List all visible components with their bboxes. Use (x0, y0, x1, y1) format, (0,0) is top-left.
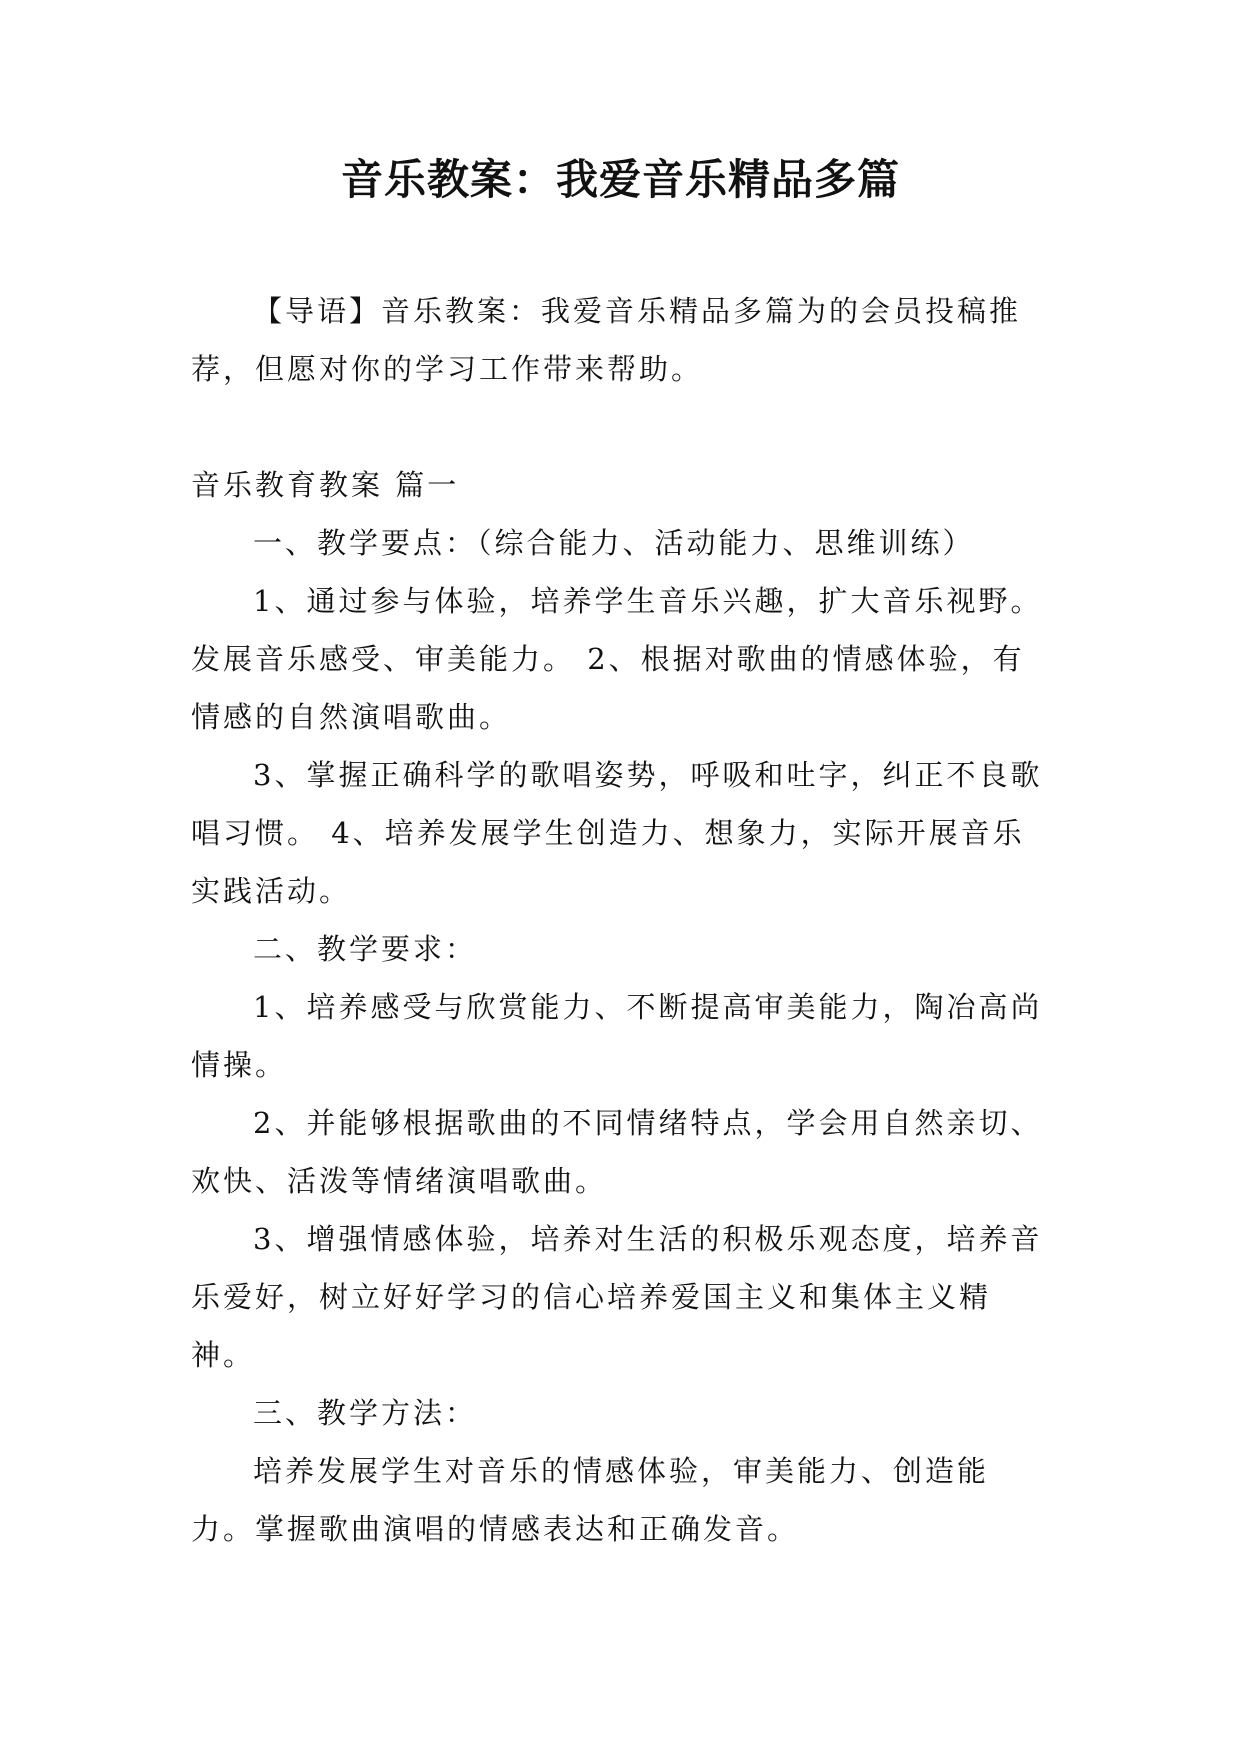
paragraph-point-1-2: 1、通过参与体验，培养学生音乐兴趣，扩大音乐视野。发展音乐感受、审美能力。 2、根据对歌曲的情感体验，有情感的自然演唱歌曲。 (191, 584, 1043, 734)
document-title: 音乐教案：我爱音乐精品多篇 (340, 155, 900, 204)
paragraph-requirement-1: 1、培养感受与欣赏能力、不断提高审美能力，陶冶高尚情操。 (191, 990, 1043, 1082)
paragraph-point-3-4: 3、掌握正确科学的歌唱姿势，呼吸和吐字，纠正不良歌唱习惯。 4、培养发展学生创造力、想象力，实际开展音乐实践活动。 (191, 758, 1043, 908)
section-heading: 音乐教育教案 篇一 (191, 468, 460, 502)
spacer (191, 398, 1051, 456)
paragraph-requirement-3: 3、增强情感体验，培养对生活的积极乐观态度，培养音乐爱好，树立好好学习的信心培养爱国主义和集体主义精神。 (191, 1222, 1043, 1372)
document-body (191, 282, 1051, 1558)
paragraph-teaching-methods: 三、教学方法： (253, 1396, 478, 1430)
paragraph-methods-detail: 培养发展学生对音乐的情感体验，审美能力、创造能力。掌握歌曲演唱的情感表达和正确发音。 (191, 1454, 990, 1546)
paragraph-teaching-requirements: 二、教学要求： (253, 932, 478, 966)
paragraph-teaching-points: 一、教学要点：（综合能力、活动能力、思维训练） (253, 526, 975, 560)
paragraph-requirement-2: 2、并能够根据歌曲的不同情绪特点，学会用自然亲切、欢快、活泼等情绪演唱歌曲。 (191, 1106, 1043, 1198)
intro-paragraph: 【导语】音乐教案：我爱音乐精品多篇为的会员投稿推荐，但愿对你的学习工作带来帮助。 (191, 294, 1022, 386)
